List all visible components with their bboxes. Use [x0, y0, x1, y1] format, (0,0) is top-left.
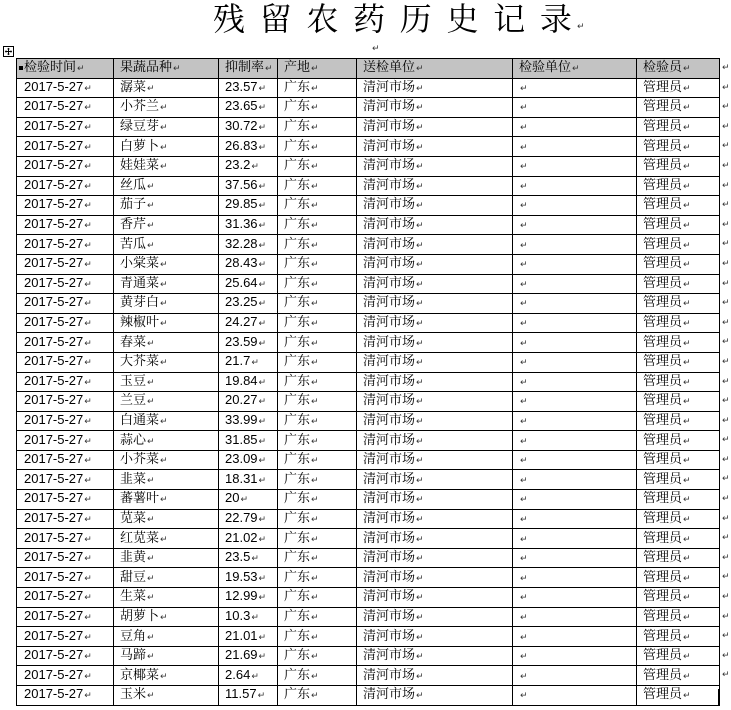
cell-inhibition-rate[interactable]: 33.99 ↵: [219, 411, 278, 431]
cell-origin[interactable]: 广东 ↵: [278, 431, 357, 451]
header-submitting-unit[interactable]: 送检单位 ↵: [357, 59, 513, 79]
cell-origin[interactable]: 广东 ↵: [278, 529, 357, 549]
cell-origin[interactable]: 广东 ↵: [278, 450, 357, 470]
cell-inspector[interactable]: ↵ 管理员 ↵: [637, 156, 720, 176]
cell-inspection-date[interactable]: 2017-5-27 ↵: [17, 176, 114, 196]
cell-inspecting-unit[interactable]: [513, 215, 637, 235]
cell-inspecting-unit[interactable]: [513, 117, 637, 137]
cell-origin[interactable]: 广东 ↵: [278, 607, 357, 627]
cell-inspector[interactable]: ↵ 管理员 ↵: [637, 588, 720, 608]
cell-produce-variety[interactable]: 香芹 ↵: [114, 215, 219, 235]
cell-origin[interactable]: 广东 ↵: [278, 666, 357, 686]
table-row: [17, 686, 720, 706]
cell-inspection-date[interactable]: 2017-5-27 ↵: [17, 235, 114, 255]
cell-origin[interactable]: 广东 ↵: [278, 372, 357, 392]
pesticide-record-table: [16, 58, 720, 706]
header-inspection-date[interactable]: 检验时间 ↵: [17, 59, 114, 79]
header-inspector[interactable]: ↵ 检验员 ↵: [637, 59, 720, 79]
cell-inspecting-unit[interactable]: [513, 137, 637, 157]
cell-produce-variety[interactable]: 甜豆 ↵: [114, 568, 219, 588]
cell-submitting-unit[interactable]: 清河市场 ↵: [357, 548, 513, 568]
cell-inspection-date[interactable]: 2017-5-27 ↵: [17, 470, 114, 490]
cell-origin[interactable]: 广东 ↵: [278, 274, 357, 294]
cell-inspection-date[interactable]: 2017-5-27 ↵: [17, 352, 114, 372]
cell-inspector[interactable]: ↵ 管理员 ↵: [637, 117, 720, 137]
cell-origin[interactable]: 广东 ↵: [278, 548, 357, 568]
cell-origin[interactable]: 广东 ↵: [278, 176, 357, 196]
cell-produce-variety[interactable]: 苦瓜 ↵: [114, 235, 219, 255]
cell-inhibition-rate[interactable]: 23.65 ↵: [219, 98, 278, 118]
cell-inspector[interactable]: ↵ 管理员 ↵: [637, 196, 720, 216]
cell-produce-variety[interactable]: 京椰菜 ↵: [114, 666, 219, 686]
header-produce-variety[interactable]: 果蔬品种 ↵: [114, 59, 219, 79]
cell-inspector[interactable]: ↵ 管理员 ↵: [637, 548, 720, 568]
cell-inspector[interactable]: ↵ 管理员 ↵: [637, 254, 720, 274]
table-row: [17, 470, 720, 490]
cell-inspector[interactable]: ↵ 管理员 ↵: [637, 333, 720, 353]
cell-inhibition-rate[interactable]: 19.53 ↵: [219, 568, 278, 588]
cell-submitting-unit[interactable]: 清河市场 ↵: [357, 215, 513, 235]
cell-submitting-unit[interactable]: 清河市场 ↵: [357, 450, 513, 470]
cell-origin[interactable]: 广东 ↵: [278, 98, 357, 118]
table-row: [17, 78, 720, 98]
cell-inspector[interactable]: 管理员 ↵: [637, 686, 720, 706]
empty-paragraph-mark: [372, 44, 380, 54]
cell-inspector[interactable]: ↵ 管理员 ↵: [637, 78, 720, 98]
cell-submitting-unit[interactable]: 清河市场 ↵: [357, 431, 513, 451]
cell-inspection-date[interactable]: 2017-5-27 ↵: [17, 450, 114, 470]
cell-inspector[interactable]: ↵ 管理员 ↵: [637, 235, 720, 255]
cell-origin[interactable]: 广东 ↵: [278, 215, 357, 235]
table-row: [17, 529, 720, 549]
cell-inspecting-unit[interactable]: [513, 372, 637, 392]
cell-produce-variety[interactable]: 黄芽白 ↵: [114, 294, 219, 314]
table-move-handle-icon[interactable]: [3, 46, 14, 57]
cell-origin[interactable]: 广东 ↵: [278, 254, 357, 274]
cell-inhibition-rate[interactable]: 23.09 ↵: [219, 450, 278, 470]
cell-inhibition-rate[interactable]: 21.7 ↵: [219, 352, 278, 372]
cell-inspecting-unit[interactable]: [513, 392, 637, 412]
cell-origin[interactable]: 广东 ↵: [278, 490, 357, 510]
table-row: [17, 411, 720, 431]
cell-inspection-date[interactable]: 2017-5-27 ↵: [17, 78, 114, 98]
cell-produce-variety[interactable]: 春菜 ↵: [114, 333, 219, 353]
cell-inhibition-rate[interactable]: 11.57 ↵: [219, 686, 278, 706]
cell-produce-variety[interactable]: 红苋菜 ↵: [114, 529, 219, 549]
cell-inspector[interactable]: ↵ 管理员 ↵: [637, 490, 720, 510]
cell-origin[interactable]: 广东 ↵: [278, 196, 357, 216]
cell-submitting-unit[interactable]: 清河市场 ↵: [357, 274, 513, 294]
cell-inhibition-rate[interactable]: 31.36 ↵: [219, 215, 278, 235]
cell-inhibition-rate[interactable]: 19.84 ↵: [219, 372, 278, 392]
cell-submitting-unit[interactable]: 清河市场 ↵: [357, 176, 513, 196]
cell-produce-variety[interactable]: 胡萝卜 ↵: [114, 607, 219, 627]
table-body: [17, 78, 720, 705]
cell-submitting-unit[interactable]: 清河市场 ↵: [357, 294, 513, 314]
cell-inspecting-unit[interactable]: [513, 352, 637, 372]
cell-submitting-unit[interactable]: 清河市场 ↵: [357, 117, 513, 137]
cell-produce-variety[interactable]: 大芥菜 ↵: [114, 352, 219, 372]
table-row: [17, 627, 720, 647]
cell-inhibition-rate[interactable]: 10.3 ↵: [219, 607, 278, 627]
table-row: [17, 196, 720, 216]
cell-inspecting-unit[interactable]: [513, 274, 637, 294]
table-row: [17, 607, 720, 627]
cell-inspecting-unit[interactable]: [513, 450, 637, 470]
cell-submitting-unit[interactable]: 清河市场 ↵: [357, 392, 513, 412]
cell-inspection-date[interactable]: 2017-5-27 ↵: [17, 588, 114, 608]
cell-inspection-date[interactable]: 2017-5-27 ↵: [17, 431, 114, 451]
cell-inspection-date[interactable]: 2017-5-27 ↵: [17, 196, 114, 216]
cell-produce-variety[interactable]: 韭黄 ↵: [114, 548, 219, 568]
cell-submitting-unit[interactable]: 清河市场 ↵: [357, 588, 513, 608]
cell-inhibition-rate[interactable]: 20 ↵: [219, 490, 278, 510]
cell-inspection-date[interactable]: 2017-5-27 ↵: [17, 156, 114, 176]
cell-submitting-unit[interactable]: 清河市场 ↵: [357, 509, 513, 529]
cell-produce-variety[interactable]: 绿豆芽 ↵: [114, 117, 219, 137]
cell-produce-variety[interactable]: 小棠菜 ↵: [114, 254, 219, 274]
cell-inhibition-rate[interactable]: 12.99 ↵: [219, 588, 278, 608]
cell-inspecting-unit[interactable]: [513, 509, 637, 529]
cell-inspection-date[interactable]: 2017-5-27 ↵: [17, 666, 114, 686]
table-row: [17, 117, 720, 137]
table-row: [17, 156, 720, 176]
cell-inspecting-unit[interactable]: [513, 313, 637, 333]
cell-origin[interactable]: 广东 ↵: [278, 156, 357, 176]
cell-inspection-date[interactable]: 2017-5-27 ↵: [17, 98, 114, 118]
cell-inspection-date[interactable]: 2017-5-27 ↵: [17, 548, 114, 568]
cell-inhibition-rate[interactable]: 18.31 ↵: [219, 470, 278, 490]
cell-submitting-unit[interactable]: 清河市场 ↵: [357, 666, 513, 686]
cell-produce-variety[interactable]: 潺菜 ↵: [114, 78, 219, 98]
cell-submitting-unit[interactable]: 清河市场 ↵: [357, 156, 513, 176]
cell-produce-variety[interactable]: 青通菜 ↵: [114, 274, 219, 294]
cell-origin[interactable]: 广东 ↵: [278, 117, 357, 137]
cell-inspecting-unit[interactable]: [513, 627, 637, 647]
cell-inspection-date[interactable]: 2017-5-27 ↵: [17, 490, 114, 510]
cell-inspecting-unit[interactable]: [513, 529, 637, 549]
cell-inspecting-unit[interactable]: [513, 254, 637, 274]
cell-inspecting-unit[interactable]: [513, 333, 637, 353]
table-row: [17, 431, 720, 451]
cell-inhibition-rate[interactable]: 20.27 ↵: [219, 392, 278, 412]
cell-inspecting-unit[interactable]: [513, 548, 637, 568]
cell-inspection-date[interactable]: 2017-5-27 ↵: [17, 509, 114, 529]
table-row: [17, 294, 720, 314]
cell-origin[interactable]: 广东 ↵: [278, 352, 357, 372]
cell-origin[interactable]: 广东 ↵: [278, 588, 357, 608]
cell-inspection-date[interactable]: 2017-5-27 ↵: [17, 627, 114, 647]
cell-produce-variety[interactable]: 辣椒叶 ↵: [114, 313, 219, 333]
table-row: [17, 509, 720, 529]
cell-inspecting-unit[interactable]: [513, 176, 637, 196]
cell-inspection-date[interactable]: 2017-5-27 ↵: [17, 254, 114, 274]
table-row: [17, 352, 720, 372]
cell-inspecting-unit[interactable]: [513, 646, 637, 666]
cell-submitting-unit[interactable]: 清河市场 ↵: [357, 137, 513, 157]
cell-submitting-unit[interactable]: 清河市场 ↵: [357, 352, 513, 372]
cell-inspecting-unit[interactable]: [513, 411, 637, 431]
cell-inspection-date[interactable]: 2017-5-27 ↵: [17, 274, 114, 294]
cell-origin[interactable]: 广东 ↵: [278, 627, 357, 647]
document-title[interactable]: 残留农药历史记录: [213, 0, 587, 38]
table-row: [17, 548, 720, 568]
cell-inhibition-rate[interactable]: 23.57 ↵: [219, 78, 278, 98]
cell-produce-variety[interactable]: 丝瓜 ↵: [114, 176, 219, 196]
cell-produce-variety[interactable]: 小芥菜 ↵: [114, 450, 219, 470]
cell-submitting-unit[interactable]: 清河市场 ↵: [357, 235, 513, 255]
table-row: [17, 588, 720, 608]
cell-inspector[interactable]: ↵ 管理员 ↵: [637, 372, 720, 392]
header-row: [17, 59, 720, 79]
cell-inhibition-rate[interactable]: 23.59 ↵: [219, 333, 278, 353]
cell-inhibition-rate[interactable]: 37.56 ↵: [219, 176, 278, 196]
cell-inspection-date[interactable]: 2017-5-27 ↵: [17, 215, 114, 235]
cell-inspection-date[interactable]: 2017-5-27 ↵: [17, 646, 114, 666]
cell-inspection-date[interactable]: 2017-5-27 ↵: [17, 686, 114, 706]
cell-inspector[interactable]: ↵ 管理员 ↵: [637, 352, 720, 372]
cell-produce-variety[interactable]: 玉豆 ↵: [114, 372, 219, 392]
cell-origin[interactable]: 广东 ↵: [278, 686, 357, 706]
cell-inspector[interactable]: ↵ 管理员 ↵: [637, 646, 720, 666]
cell-submitting-unit[interactable]: 清河市场 ↵: [357, 490, 513, 510]
cell-inspector[interactable]: ↵ 管理员 ↵: [637, 411, 720, 431]
cell-inspector[interactable]: ↵ 管理员 ↵: [637, 274, 720, 294]
cell-inhibition-rate[interactable]: 23.25 ↵: [219, 294, 278, 314]
cell-inspector[interactable]: ↵ 管理员 ↵: [637, 392, 720, 412]
cell-submitting-unit[interactable]: 清河市场 ↵: [357, 607, 513, 627]
cell-inspection-date[interactable]: 2017-5-27 ↵: [17, 313, 114, 333]
cell-produce-variety[interactable]: 茄子 ↵: [114, 196, 219, 216]
header-inspecting-unit[interactable]: 检验单位 ↵: [513, 59, 637, 79]
cell-origin[interactable]: 广东 ↵: [278, 411, 357, 431]
table-row: [17, 176, 720, 196]
cell-submitting-unit[interactable]: 清河市场 ↵: [357, 627, 513, 647]
table-row: [17, 313, 720, 333]
text-cursor: [718, 689, 720, 705]
cell-inspector[interactable]: ↵ 管理员 ↵: [637, 431, 720, 451]
cell-inhibition-rate[interactable]: 31.85 ↵: [219, 431, 278, 451]
table-row: [17, 568, 720, 588]
table-row: [17, 274, 720, 294]
cell-inhibition-rate[interactable]: 28.43 ↵: [219, 254, 278, 274]
cell-inspection-date[interactable]: 2017-5-27 ↵: [17, 392, 114, 412]
cell-produce-variety[interactable]: 白通菜 ↵: [114, 411, 219, 431]
cell-produce-variety[interactable]: 蒜心 ↵: [114, 431, 219, 451]
cell-submitting-unit[interactable]: 清河市场 ↵: [357, 254, 513, 274]
cell-inspector[interactable]: ↵ 管理员 ↵: [637, 607, 720, 627]
table-row: [17, 666, 720, 686]
cell-inspector[interactable]: ↵ 管理员 ↵: [637, 470, 720, 490]
cell-inspection-date[interactable]: 2017-5-27 ↵: [17, 372, 114, 392]
cell-produce-variety[interactable]: 娃娃菜 ↵: [114, 156, 219, 176]
cell-inspecting-unit[interactable]: [513, 490, 637, 510]
cell-inspection-date[interactable]: 2017-5-27 ↵: [17, 117, 114, 137]
cell-produce-variety[interactable]: 苋菜 ↵: [114, 509, 219, 529]
table-row: [17, 392, 720, 412]
cell-inspector[interactable]: ↵ 管理员 ↵: [637, 568, 720, 588]
table-move-handle-graphic: [3, 46, 14, 57]
cell-inspecting-unit[interactable]: [513, 470, 637, 490]
cell-inspector[interactable]: ↵ 管理员 ↵: [637, 98, 720, 118]
cell-inspector[interactable]: ↵ 管理员 ↵: [637, 215, 720, 235]
cell-inhibition-rate[interactable]: 24.27 ↵: [219, 313, 278, 333]
cell-inspector[interactable]: ↵ 管理员 ↵: [637, 313, 720, 333]
cell-inspection-date[interactable]: 2017-5-27 ↵: [17, 411, 114, 431]
cell-inspecting-unit[interactable]: [513, 156, 637, 176]
cell-produce-variety[interactable]: 韭菜 ↵: [114, 470, 219, 490]
cell-inspecting-unit[interactable]: [513, 78, 637, 98]
cell-inspecting-unit[interactable]: [513, 294, 637, 314]
cell-produce-variety[interactable]: 马蹄 ↵: [114, 646, 219, 666]
cell-inspecting-unit[interactable]: [513, 98, 637, 118]
table-row: [17, 254, 720, 274]
table-row: [17, 333, 720, 353]
cell-submitting-unit[interactable]: 清河市场 ↵: [357, 529, 513, 549]
cell-inhibition-rate[interactable]: 23.5 ↵: [219, 548, 278, 568]
cell-inspecting-unit[interactable]: [513, 568, 637, 588]
table-row: [17, 98, 720, 118]
cell-submitting-unit[interactable]: 清河市场 ↵: [357, 372, 513, 392]
cell-inspector[interactable]: ↵ 管理员 ↵: [637, 627, 720, 647]
cell-inhibition-rate[interactable]: 21.02 ↵: [219, 529, 278, 549]
cell-inspection-date[interactable]: 2017-5-27 ↵: [17, 568, 114, 588]
table-row: [17, 372, 720, 392]
table-row: [17, 215, 720, 235]
cell-inspector[interactable]: ↵ 管理员 ↵: [637, 666, 720, 686]
cell-inspector[interactable]: ↵ 管理员 ↵: [637, 509, 720, 529]
cell-inspection-date[interactable]: 2017-5-27 ↵: [17, 607, 114, 627]
cell-inhibition-rate[interactable]: 22.79 ↵: [219, 509, 278, 529]
table-row: [17, 137, 720, 157]
cell-inspecting-unit[interactable]: [513, 686, 637, 706]
cell-inspection-date[interactable]: 2017-5-27 ↵: [17, 137, 114, 157]
cell-inhibition-rate[interactable]: 26.83 ↵: [219, 137, 278, 157]
cell-produce-variety[interactable]: 兰豆 ↵: [114, 392, 219, 412]
cell-inhibition-rate[interactable]: 29.85 ↵: [219, 196, 278, 216]
cell-submitting-unit[interactable]: 清河市场 ↵: [357, 411, 513, 431]
cell-origin[interactable]: 广东 ↵: [278, 235, 357, 255]
cell-produce-variety[interactable]: 生菜 ↵: [114, 588, 219, 608]
cell-inhibition-rate[interactable]: 32.28 ↵: [219, 235, 278, 255]
cell-inspecting-unit[interactable]: [513, 196, 637, 216]
cell-inspection-date[interactable]: 2017-5-27 ↵: [17, 333, 114, 353]
cell-origin[interactable]: 广东 ↵: [278, 313, 357, 333]
table-row: [17, 646, 720, 666]
cell-submitting-unit[interactable]: 清河市场 ↵: [357, 98, 513, 118]
cell-origin[interactable]: 广东 ↵: [278, 137, 357, 157]
cell-origin[interactable]: 广东 ↵: [278, 568, 357, 588]
cell-submitting-unit[interactable]: 清河市场 ↵: [357, 78, 513, 98]
cell-inspector[interactable]: ↵ 管理员 ↵: [637, 529, 720, 549]
cell-inspection-date[interactable]: 2017-5-27 ↵: [17, 529, 114, 549]
cell-produce-variety[interactable]: 蕃薯叶 ↵: [114, 490, 219, 510]
cell-origin[interactable]: 广东 ↵: [278, 333, 357, 353]
cell-origin[interactable]: 广东 ↵: [278, 470, 357, 490]
cell-origin[interactable]: 广东 ↵: [278, 78, 357, 98]
cell-submitting-unit[interactable]: 清河市场 ↵: [357, 313, 513, 333]
cell-origin[interactable]: 广东 ↵: [278, 294, 357, 314]
table-row: [17, 235, 720, 255]
cell-inspector[interactable]: ↵ 管理员 ↵: [637, 294, 720, 314]
cell-inhibition-rate[interactable]: 25.64 ↵: [219, 274, 278, 294]
title-paragraph-mark: [577, 22, 585, 32]
cell-submitting-unit[interactable]: 清河市场 ↵: [357, 470, 513, 490]
cell-inhibition-rate[interactable]: 30.72 ↵: [219, 117, 278, 137]
cell-inhibition-rate[interactable]: 21.01 ↵: [219, 627, 278, 647]
cell-produce-variety[interactable]: 小芥兰 ↵: [114, 98, 219, 118]
cell-submitting-unit[interactable]: 清河市场 ↵: [357, 196, 513, 216]
cell-inspecting-unit[interactable]: [513, 666, 637, 686]
table-row: [17, 490, 720, 510]
cell-origin[interactable]: 广东 ↵: [278, 646, 357, 666]
table-row: [17, 450, 720, 470]
cell-inspection-date[interactable]: 2017-5-27 ↵: [17, 294, 114, 314]
cell-inspecting-unit[interactable]: [513, 588, 637, 608]
header-inhibition-rate[interactable]: 抑制率 ↵: [219, 59, 278, 79]
cell-origin[interactable]: 广东 ↵: [278, 509, 357, 529]
cell-inspecting-unit[interactable]: [513, 235, 637, 255]
header-origin[interactable]: 产地 ↵: [278, 59, 357, 79]
cell-submitting-unit[interactable]: 清河市场 ↵: [357, 568, 513, 588]
cell-inspector[interactable]: ↵ 管理员 ↵: [637, 450, 720, 470]
cell-produce-variety[interactable]: 白萝卜 ↵: [114, 137, 219, 157]
cell-produce-variety[interactable]: 豆角 ↵: [114, 627, 219, 647]
cell-inspecting-unit[interactable]: [513, 431, 637, 451]
cell-submitting-unit[interactable]: 清河市场 ↵: [357, 646, 513, 666]
cell-inhibition-rate[interactable]: 21.69 ↵: [219, 646, 278, 666]
cell-inhibition-rate[interactable]: 23.2 ↵: [219, 156, 278, 176]
cell-inspector[interactable]: ↵ 管理员 ↵: [637, 137, 720, 157]
cell-origin[interactable]: 广东 ↵: [278, 392, 357, 412]
cell-submitting-unit[interactable]: 清河市场 ↵: [357, 333, 513, 353]
cell-inhibition-rate[interactable]: 2.64 ↵: [219, 666, 278, 686]
cell-produce-variety[interactable]: 玉米 ↵: [114, 686, 219, 706]
cell-inspecting-unit[interactable]: [513, 607, 637, 627]
cell-inspector[interactable]: ↵ 管理员 ↵: [637, 176, 720, 196]
cell-submitting-unit[interactable]: 清河市场 ↵: [357, 686, 513, 706]
